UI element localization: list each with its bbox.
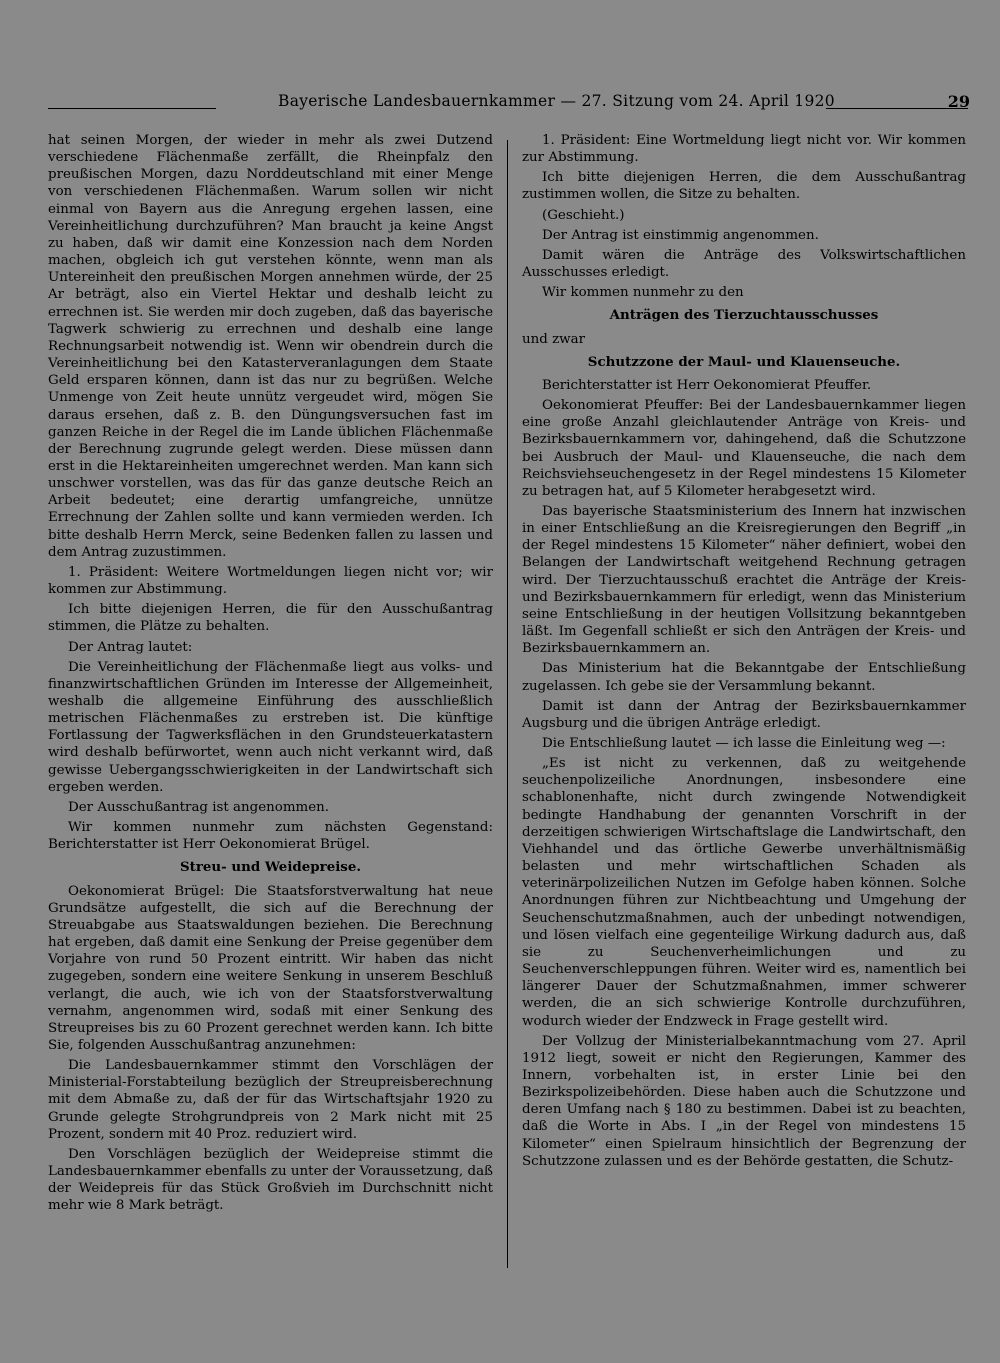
- paragraph: Damit ist dann der Antrag der Bezirksbauernkammer Augsburg und die übrigen Anträge erledigt.: [522, 698, 966, 731]
- page-header: [48, 86, 970, 116]
- right-column: [522, 132, 966, 1173]
- paragraph: Ich bitte diejenigen Herren, die dem Ausschußantrag zustimmen wollen, die Sitze zu behalten.: [522, 170, 966, 203]
- paragraph: Der Antrag lautet:: [68, 639, 193, 655]
- section-heading: Streu- und Weidepreise.: [179, 859, 362, 876]
- paragraph: Der Ausschußantrag ist angenommen.: [68, 799, 330, 815]
- paragraph: hat seinen Morgen, der wieder in mehr als zwei Dutzend verschiedene Flächenmaße zerfällt, die Rheinpfalz den preußischen Morgen, dazu Norddeutschland mit einer Menge von verschiedenen Flächenmaßen. Warum sollen wir nicht einmal von Bayern aus die Anregung ergehen lassen, eine Vereinheitlichung durchzuführen? Man braucht ja keine Angst zu haben, daß wir damit eine Konzession nach dem Norden machen, obgleich ich gut verstehen könnte, wenn man als Untereinheit den preußischen Morgen annehmen würde, der 25 Ar beträgt, also ein Viertel Hektar und deshalb leicht zu errechnen ist. Sie werden mir doch zugeben, daß das bayerische Tagwerk schwierig zu errechnen und deshalb eine lange Rechnungsarbeit notwendig ist. Wenn wir obendrein durch die Vereinheitlichung bei den Katasterveranlagungen dem Staate Geld ersparen können, dann ist das nur zu begrüßen. Welche Unmenge von Zeit heute unnütz vergeudet wird, mögen Sie daraus ersehen, daß z. B. den Düngungsversuchen fast im ganzen Reiche in der Regel die im Lande üblichen Flächenmaße der Berechnung zugrunde gelegt werden. Diese müssen dann erst in die Hektareinheiten umgerechnet werden. Man kann sich unschwer vorstellen, was das für das ganze deutsche Reich an Arbeit bedeutet; eine derartig umfangreiche, unnütze Errechnung der Zahlen sollte und kann vermieden werden. Ich bitte deshalb Herrn Merck, seine Bedenken fallen zu lassen und dem Antrag zuzustimmen.: [48, 133, 493, 560]
- paragraph: Oekonomierat Pfeuffer: Bei der Landesbauernkammer liegen eine große Anzahl gleichlautender Anträge von Kreis- und Bezirksbauernkammern vor, dahingehend, daß die Schutzzone bei Ausbruch der Maul- und Klauenseuche, die nach dem Reichsviehseuchengesetz in der Regel mindestens 15 Kilometer zu betragen hat, auf 5 Kilometer herabgesetzt wird.: [522, 398, 966, 499]
- paragraph: Wir kommen nunmehr zum nächsten Gegenstand: Berichterstatter ist Herr Oekonomierat Brügel.: [48, 820, 493, 853]
- paragraph: Die Entschließung lautet — ich lasse die Einleitung weg —:: [542, 736, 946, 751]
- header-rule-right: [826, 108, 968, 109]
- paragraph: Das bayerische Staatsministerium des Innern hat inzwischen in einer Entschließung an die Kreisregierungen den Begriff „in der Regel mindestens 15 Kilometer“ näher definiert, wobei den Belangen der Landwirtschaft weitgehend Rechnung getragen wird. Der Tierzuchtausschuß erachtet die Anträge der Kreis- und Bezirksbauernkammern für erledigt, wenn das Ministerium seine Entschließung in der heutigen Vollsitzung bekanntgeben läßt. Im Gegenfall schließt er sich den Anträgen der Kreis- und Bezirksbauernkammern an.: [522, 503, 966, 657]
- paragraph: „Es ist nicht zu verkennen, daß zu weitgehende seuchenpolizeiliche Anordnungen, insbesondere eine schablonenhafte, nicht durch zwingende Notwendigkeit bedingte Handhabung der genannten Vorschrift in der derzeitigen schwierigen Wirtschaftslage die Landwirtschaft, den Viehhandel und das örtliche Gewerbe unverhältnismäßig belasten und mehr wirtschaftlichen Schaden als veterinärpolizeilichen Nutzen im Gefolge haben können. Solche Anordnungen führen zur Nichtbeachtung und Umgehung der Seuchenschutzmaßnahmen, auch der unbedingt notwendigen, und lösen vielfach eine gegenteilige Wirkung dadurch aus, daß sie zu Seuchenverheimlichungen und zu Seuchenverschleppungen führen. Weiter wird es, namentlich bei längerer Dauer der Schutzmaßnahmen, immer schwerer werden, die an sich schwierige Kontrolle durchzuführen, wodurch wieder der Endzweck in Frage gestellt wird.: [522, 756, 966, 1029]
- paragraph: Der Antrag ist einstimmig angenommen.: [542, 227, 819, 243]
- paragraph: Berichterstatter ist Herr Oekonomierat Pfeuffer.: [542, 377, 872, 393]
- section-heading: Schutzzone der Maul- und Klauenseuche.: [587, 353, 901, 370]
- header-rule-left: [48, 108, 216, 109]
- left-column: [48, 132, 493, 1218]
- paragraph: Den Vorschlägen bezüglich der Weidepreise stimmt die Landesbauernkammer ebenfalls zu unter der Voraussetzung, daß der Weidepreis für das Stück Großvieh im Durchschnitt nicht mehr wie 8 Mark beträgt.: [48, 1146, 493, 1214]
- page-number: 29: [947, 92, 970, 111]
- paragraph: Das Ministerium hat die Bekanntgabe der Entschließung zugelassen. Ich gebe sie der Versammlung bekannt.: [522, 661, 966, 694]
- paragraph: und zwar: [522, 331, 585, 347]
- section-heading: Anträgen des Tierzuchtausschusses: [609, 307, 879, 324]
- paragraph: 1. Präsident: Weitere Wortmeldungen liegen nicht vor; wir kommen zur Abstimmung.: [48, 564, 493, 598]
- paragraph: (Geschieht.): [542, 207, 625, 223]
- paragraph: Wir kommen nunmehr zu den: [542, 285, 744, 301]
- paragraph: Ich bitte diejenigen Herren, die für den Ausschußantrag stimmen, die Plätze zu behalten.: [48, 602, 493, 635]
- paragraph: Damit wären die Anträge des Volkswirtschaftlichen Ausschusses erledigt.: [522, 247, 966, 281]
- paragraph: Oekonomierat Brügel: Die Staatsforstverwaltung hat neue Grundsätze aufgestellt, die sich auf die Berechnung der Streuabgabe aus Staatswaldungen beziehen. Die Berechnung hat ergeben, daß damit eine Senkung der Preise gegenüber dem Vorjahre von rund 50 Prozent eintritt. Wir haben das nicht zugegeben, sondern eine weitere Senkung in unserem Beschluß verlangt, die auch, wie ich von der Staatsforstverwaltung vernahm, angenommen wird, sodaß mit einer Senkung des Streupreises bis zu 60 Prozent gerechnet werden kann. Ich bitte Sie, folgenden Ausschußantrag anzunehmen:: [48, 883, 493, 1053]
- paragraph: Der Vollzug der Ministerialbekanntmachung vom 27. April 1912 liegt, soweit er nicht den Regierungen, Kammer des Innern, vorbehalten ist, in erster Linie bei den Bezirkspolizeibehörden. Diese haben auch die Schutzzone und deren Umfang nach § 180 zu bestimmen. Dabei ist zu beachten, daß die Worte in Abs. I „in der Regel von mindestens 15 Kilometer“ einen Spielraum hinsichtlich der Begrenzung der Schutzzone zulassen und es der Behörde gestatten, die Schutz-: [522, 1033, 966, 1169]
- paragraph: Die Vereinheitlichung der Flächenmaße liegt aus volks- und finanzwirtschaftlichen Gründen im Interesse der Allgemeinheit, weshalb die allgemeine Einführung des ausschließlich metrischen Flächenmaßes zu erstreben ist. Die künftige Fortlassung der Tagwerksflächen in den Grundsteuerkatastern wird deshalb befürwortet, wenn auch nicht verkannt wird, daß gewisse Uebergangsschwierigkeiten in der Landwirtschaft sich ergeben werden.: [48, 659, 493, 795]
- running-title: Bayerische Landesbauernkammer — 27. Sitzung vom 24. April 1920: [278, 92, 835, 110]
- column-divider: [507, 140, 508, 1268]
- paragraph: Die Landesbauernkammer stimmt den Vorschlägen der Ministerial-Forstabteilung bezüglich der Streupreisberechnung mit dem Abmaße zu, daß der für das Wirtschaftsjahr 1920 zu Grunde gelegte Strohgrundpreis von 2 Mark nicht mit 25 Prozent, sondern mit 40 Proz. reduziert wird.: [48, 1058, 493, 1142]
- paragraph: 1. Präsident: Eine Wortmeldung liegt nicht vor. Wir kommen zur Abstimmung.: [522, 133, 966, 166]
